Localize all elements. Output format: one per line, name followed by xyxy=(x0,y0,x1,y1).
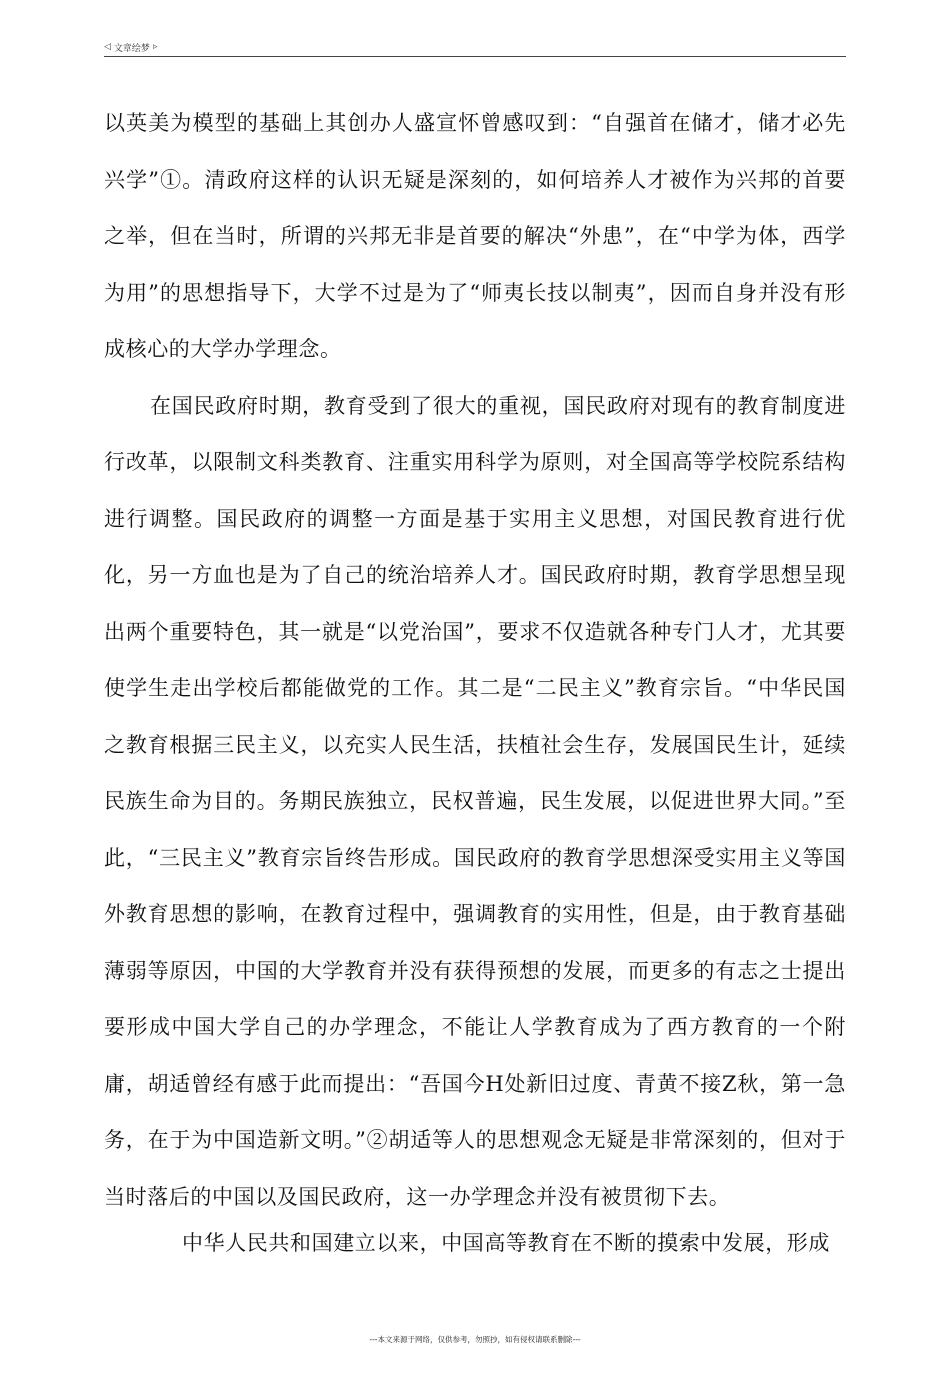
header-divider xyxy=(104,56,846,57)
paragraph-1: 以英美为模型的基础上其创办人盛宣怀曾感叹到：“自强首在储才，储才必先兴学”①。清政府这样的认识无疑是深刻的，如何培养人才被作为兴邦的首要之举，但在当时，所谓的兴邦无非是首要的解决“外患”，在“中学为体，西学为用”的思想指导下，大学不过是为了“师夷长技以制夷”，因而自身并没有形成核心的大学办学理念。 xyxy=(104,111,846,361)
document-body xyxy=(104,95,846,1272)
page-header xyxy=(104,38,846,56)
paragraph-2: 在国民政府时期，教育受到了很大的重视，国民政府对现有的教育制度进行改革，以限制文科类教育、注重实用科学为原则，对全国高等学校院系结构进行调整。国民政府的调整一方面是基于实用主义思想，对国民教育进行优化，另一方血也是为了自己的统治培养人才。国民政府时期，教育学思想呈现出两个重要特色，其一就是“以党治国”，要求不仅造就各种专门人才，尤其要使学生走出学校后都能做党的工作。其二是“二民主义”教育宗旨。“中华民国之教育根据三民主义，以充实人民生活，扶植社会生存，发展国民生计，延续民族生命为目的。务期民族独立，民权普遍，民生发展，以促进世界大同。”至此，“三民主义”教育宗旨终告形成。国民政府的教育学思想深受实用主义等国外教育思想的影响，在教育过程中，强调教育的实用性，但是，由于教育基础薄弱等原因，中国的大学教育并没有获得预想的发展，而更多的有志之士提出要形成中国大学自己的办学理念，不能让人学教育成为了西方教育的一个附庸，胡适曾经有感于此而提出：“吾国今H处新旧过度、青黄不接Z秋，第一急务，在于为中国造新文明。”②胡适等人的思想观念无疑是非常深刻的，但对于当时落后的中国以及国民政府，这一办学理念并没有被贯彻下去。 xyxy=(104,393,846,1209)
right-triangle-icon: ▹ xyxy=(152,42,158,52)
page-footer-disclaimer: ---本文来源于网络，仅供参考，勿照抄，如有侵权请联系删除--- xyxy=(369,1335,581,1344)
left-triangle-icon: ◁ xyxy=(104,42,111,52)
paragraph-3: 中华人民共和国建立以来，中国高等教育在不断的摸索中发展，形成 xyxy=(182,1231,830,1255)
header-title: 文章绘梦 xyxy=(113,43,150,54)
